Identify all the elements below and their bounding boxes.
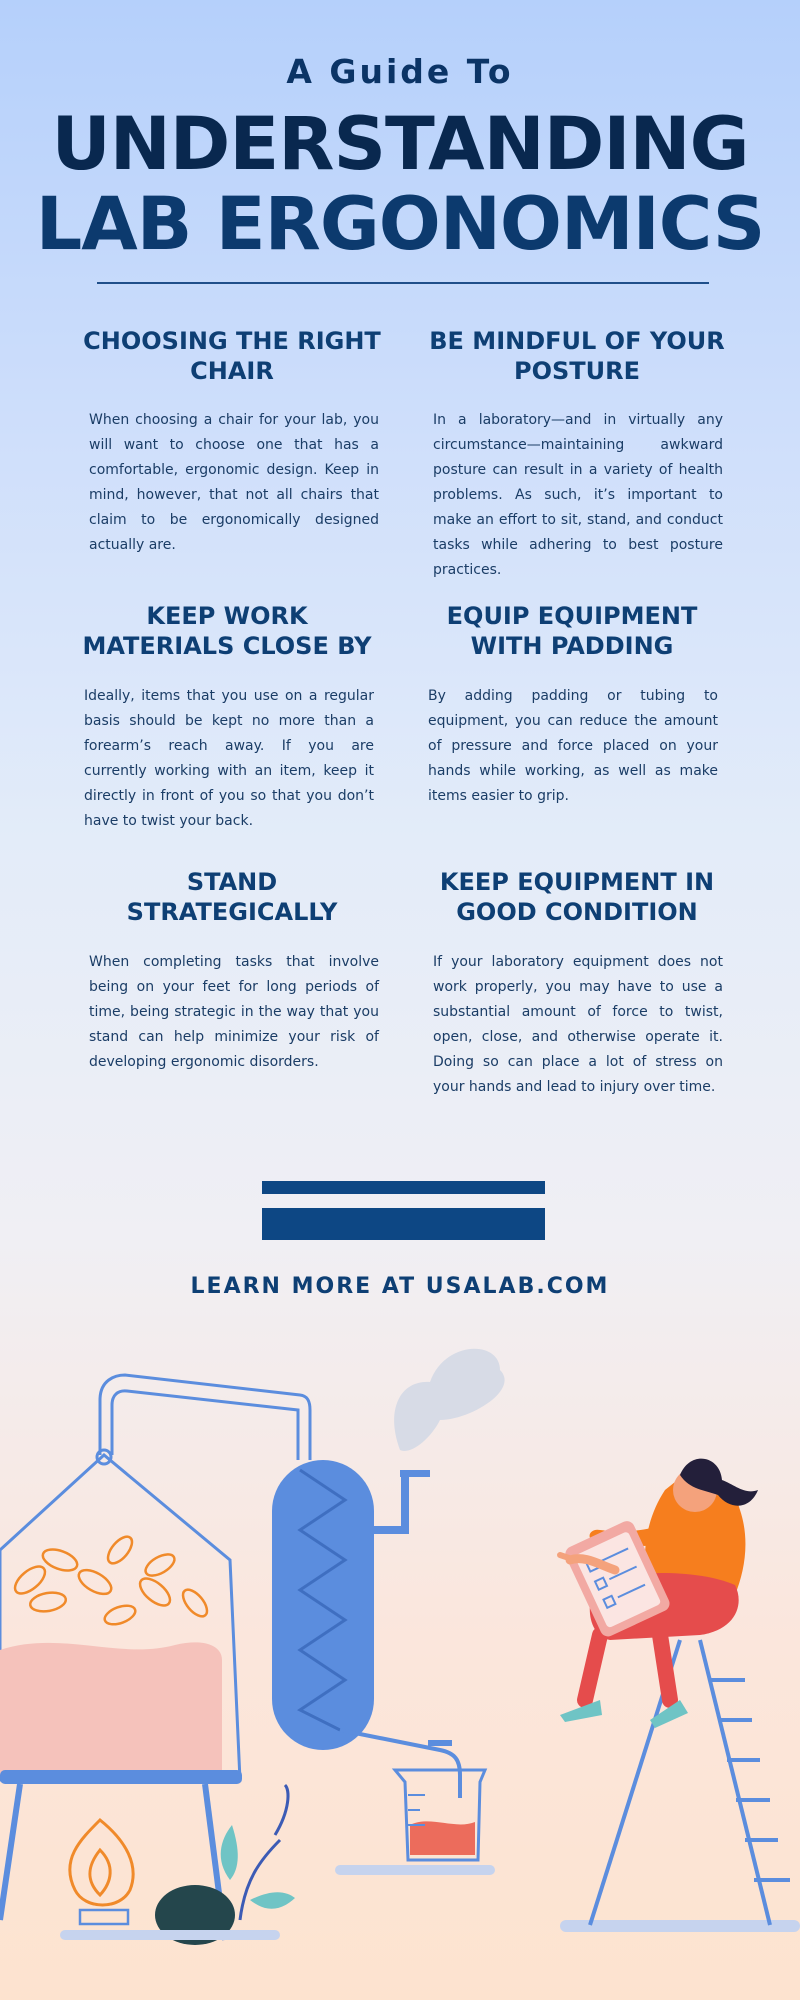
lab-illustration	[0, 1320, 800, 2000]
steam-icon	[394, 1349, 504, 1451]
flask-icon	[0, 1375, 310, 1940]
section-body: If your laboratory equipment does not work properly, you may have to use a substantial amount of force to twist, open, close, and otherwise operate it. Doing so can place a lot of stress on your hands and lead to injury over time.	[433, 954, 723, 1095]
main-title-line-2: LAB ERGONOMICS	[35, 182, 765, 267]
section-body: In a laboratory—and in virtually any circumstance—maintaining awkward posture can result in a variety of health problems. As such, it’s important to make an effort to sit, stand, and conduct tasks while adhering to best posture practices.	[433, 412, 723, 578]
learn-more-link[interactable]: LEARN MORE AT USALAB.COM	[190, 1274, 610, 1299]
plant-icon	[155, 1785, 295, 1945]
header-divider	[97, 282, 709, 284]
scientist-icon	[560, 1459, 758, 1728]
section-title: CHOOSING THE RIGHT CHAIR	[83, 327, 381, 385]
main-title-line-1: UNDERSTANDING	[51, 102, 749, 187]
section-body: When choosing a chair for your lab, you will want to choose one that has a comfortable, ergonomic design. Keep in mind, however, that not all chairs that claim to be ergonomically designed actually are.	[89, 412, 379, 553]
section-title: STAND STRATEGICALLY	[126, 868, 338, 926]
condenser-icon	[272, 1460, 460, 1798]
section-title: BE MINDFUL OF YOUR POSTURE	[429, 327, 725, 385]
decor-bar-thick	[262, 1208, 545, 1240]
guide-subtitle: A Guide To	[286, 52, 514, 91]
section-body: Ideally, items that you use on a regular basis should be kept no more than a forearm’s reach away. If you are currently working with an item, keep it directly in front of you so that you don’t have to twist your back.	[84, 688, 374, 829]
section-title: KEEP WORK MATERIALS CLOSE BY	[82, 602, 372, 660]
decor-bar-thin	[262, 1181, 545, 1194]
section-body: By adding padding or tubing to equipment, you can reduce the amount of pressure and force placed on your hands while working, as well as make items easier to grip.	[428, 688, 718, 804]
ladder-icon	[590, 1640, 790, 1925]
flame-icon	[70, 1820, 133, 1924]
section-title: EQUIP EQUIPMENT WITH PADDING	[446, 602, 698, 660]
beaker-icon	[395, 1770, 485, 1860]
section-body: When completing tasks that involve being on your feet for long periods of time, being strategic in the way that you stand can help minimize your risk of developing ergonomic disorders.	[89, 954, 379, 1070]
section-title: KEEP EQUIPMENT IN GOOD CONDITION	[439, 868, 715, 926]
